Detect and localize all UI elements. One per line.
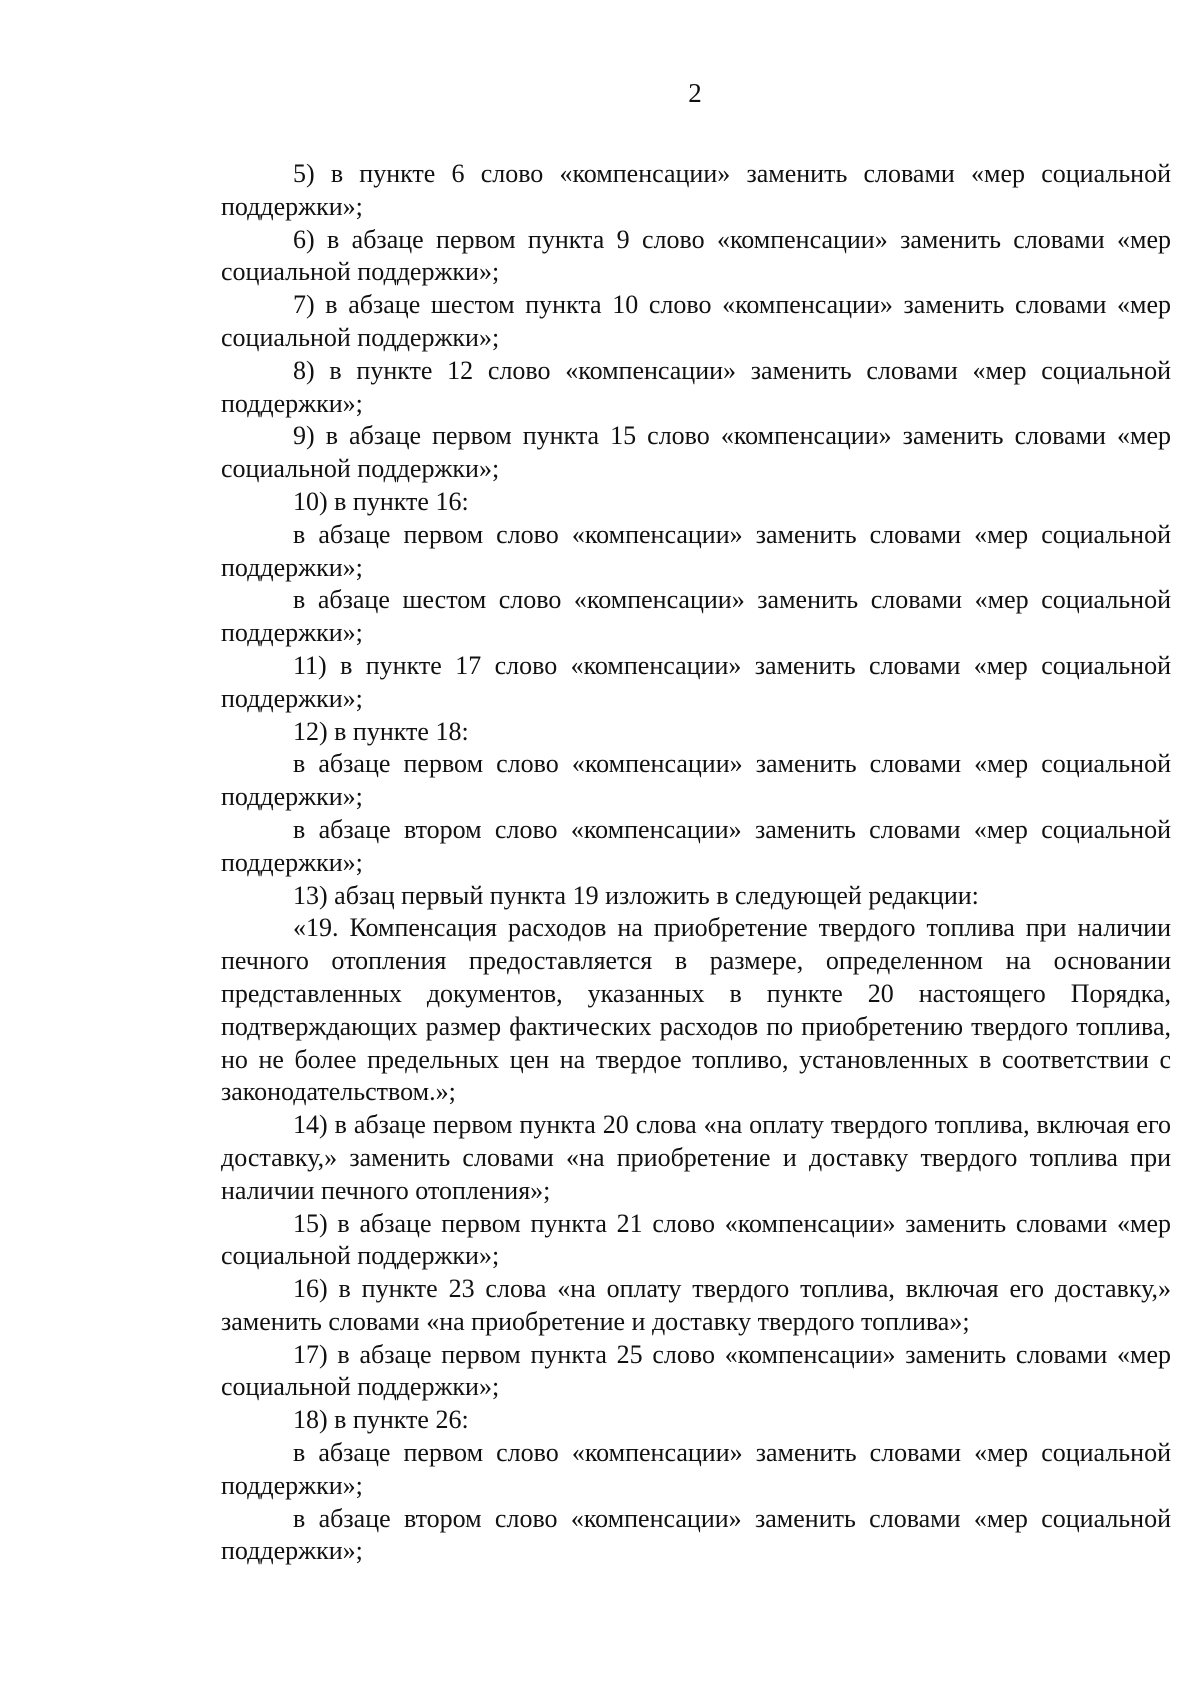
paragraph-item-16: 16) в пункте 23 слова «на оплату твердого топлива, включая его доставку,» заменить словами «на приобретение и доставку твердого топлива»; xyxy=(221,1274,1171,1336)
paragraph-item-9: 9) в абзаце первом пункта 15 слово «компенсации» заменить словами «мер социальной поддержки»; xyxy=(221,421,1171,484)
paragraph-item-12: 12) в пункте 18: xyxy=(293,716,469,746)
paragraph-item-7: 7) в абзаце шестом пункта 10 слово «компенсации» заменить словами «мер социальной поддержки»; xyxy=(221,290,1171,352)
paragraph-item-13: 13) абзац первый пункта 19 изложить в следующей редакции: xyxy=(293,880,979,910)
paragraph-subitem: в абзаце первом слово «компенсации» заменить словами «мер социальной поддержки»; xyxy=(221,519,1171,582)
page-number: 2 xyxy=(688,78,702,108)
document-body xyxy=(221,158,1171,1568)
paragraph-item-8: 8) в пункте 12 слово «компенсации» заменить словами «мер социальной поддержки»; xyxy=(221,355,1171,418)
paragraph-subitem: в абзаце втором слово «компенсации» заменить словами «мер социальной поддержки»; xyxy=(221,814,1171,877)
paragraph-quoted-item-19: «19. Компенсация расходов на приобретение твердого топлива при наличии печного отопления предоставляется в размере, определенном на основании представленных документов, указанных в пункте 20 настоящего Порядка, подтверждающих размер фактических расходов по приобретению твердого топлива, но не более предельных цен на твердое топливо, установленных в соответствии с законодательством.»; xyxy=(221,913,1171,1107)
paragraph-item-15: 15) в абзаце первом пункта 21 слово «компенсации» заменить словами «мер социальной поддержки»; xyxy=(221,1208,1171,1271)
paragraph-subitem: в абзаце первом слово «компенсации» заменить словами «мер социальной поддержки»; xyxy=(221,749,1171,812)
paragraph-item-5: 5) в пункте 6 слово «компенсации» заменить словами «мер социальной поддержки»; xyxy=(221,159,1171,221)
paragraph-item-6: 6) в абзаце первом пункта 9 слово «компенсации» заменить словами «мер социальной поддержки»; xyxy=(221,224,1171,287)
paragraph-item-14: 14) в абзаце первом пункта 20 слова «на оплату твердого топлива, включая его доставку,» заменить словами «на приобретение и доставку твердого топлива при наличии печного отопления»; xyxy=(221,1110,1171,1205)
paragraph-item-17: 17) в абзаце первом пункта 25 слово «компенсации» заменить словами «мер социальной поддержки»; xyxy=(221,1339,1171,1402)
paragraph-subitem: в абзаце шестом слово «компенсации» заменить словами «мер социальной поддержки»; xyxy=(221,585,1171,648)
paragraph-subitem: в абзаце первом слово «компенсации» заменить словами «мер социальной поддержки»; xyxy=(221,1438,1171,1500)
paragraph-item-10: 10) в пункте 16: xyxy=(293,486,469,516)
paragraph-subitem: в абзаце втором слово «компенсации» заменить словами «мер социальной поддержки»; xyxy=(221,1503,1171,1566)
paragraph-item-11: 11) в пункте 17 слово «компенсации» заменить словами «мер социальной поддержки»; xyxy=(221,650,1171,713)
paragraph-item-18: 18) в пункте 26: xyxy=(293,1405,469,1435)
